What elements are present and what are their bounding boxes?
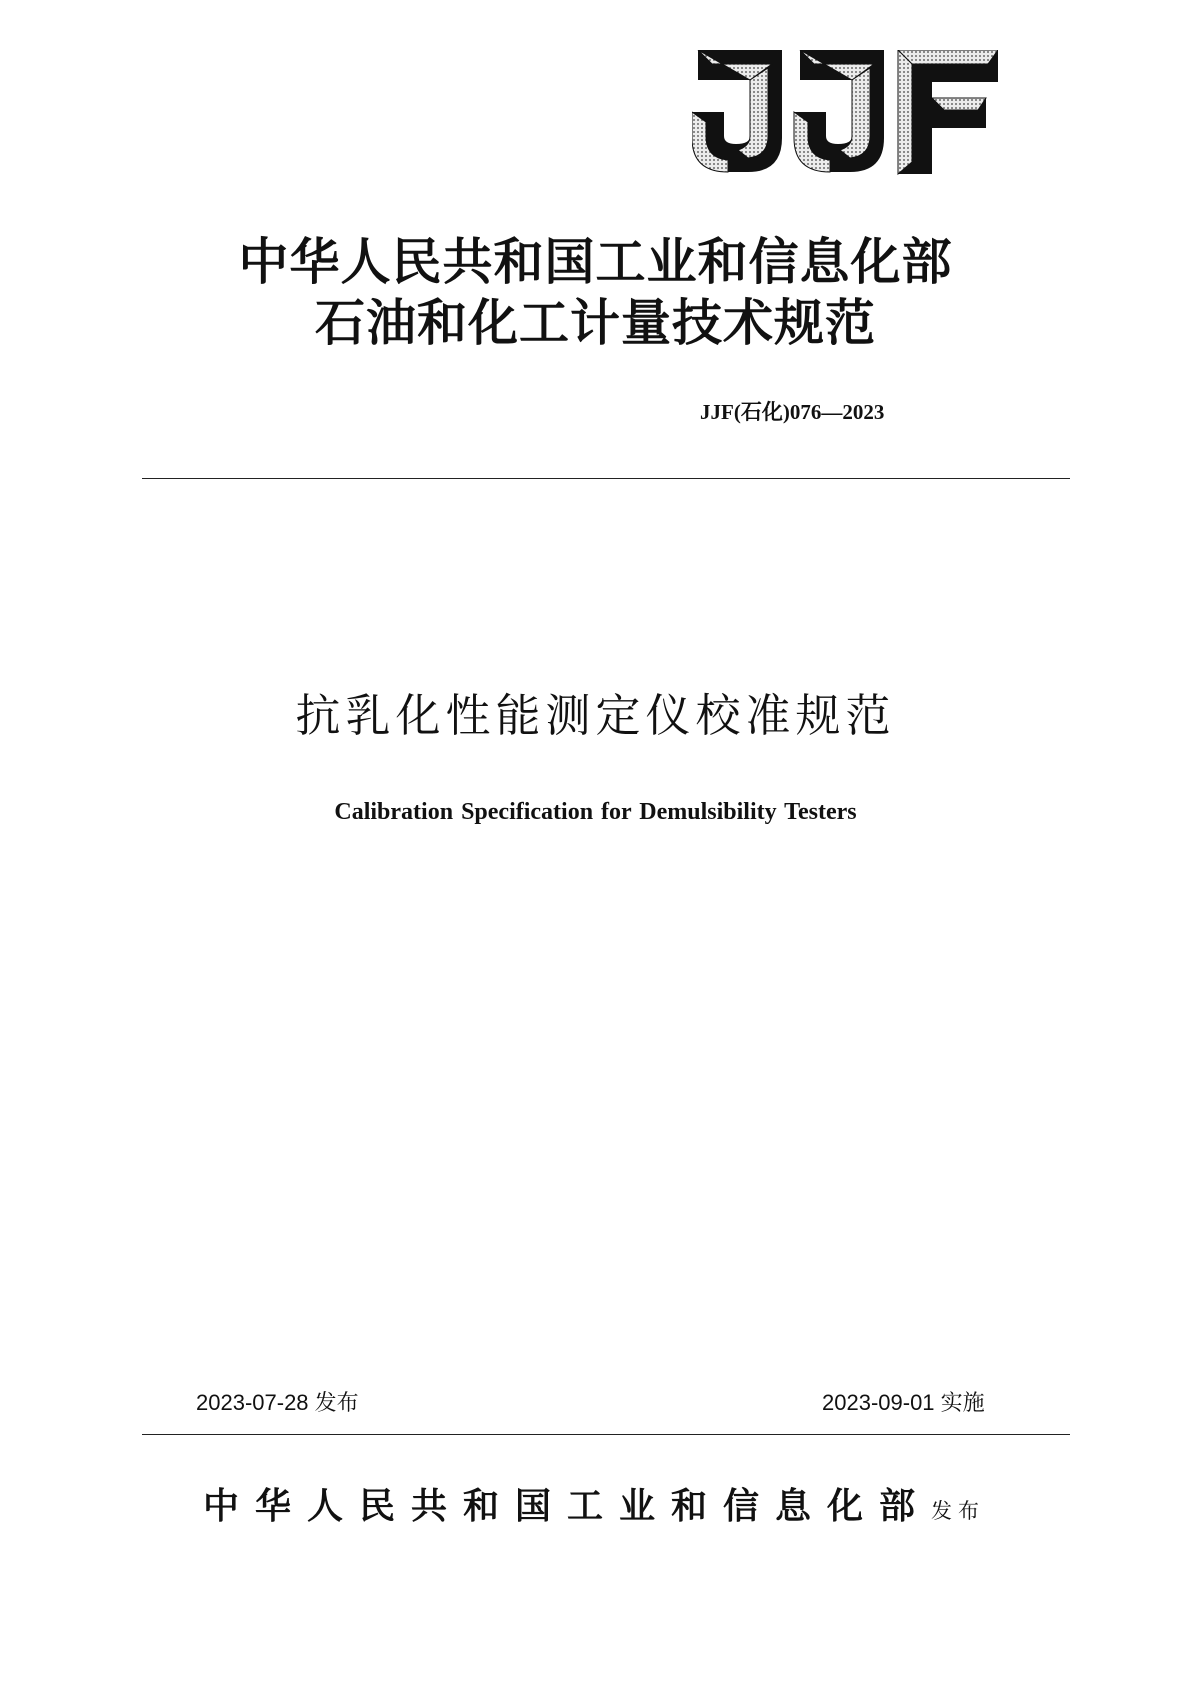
org-title-line1: 中华人民共和国工业和信息化部 xyxy=(238,232,953,291)
org-title-line2: 石油和化工计量技术规范 xyxy=(315,293,876,352)
logo-letter-f xyxy=(898,50,998,174)
logo-letter-j1 xyxy=(692,50,782,172)
logo-letter-j2 xyxy=(794,50,884,172)
issuer-name: 中华人民共和国工业和信息化部 xyxy=(203,1485,932,1527)
jjf-logo xyxy=(692,50,998,176)
document-title-english: Calibration Specification for Demulsibility Testers xyxy=(334,799,857,825)
spec-code: JJF(石化)076—2023 xyxy=(700,400,885,424)
effective-date: 2023-09-01 实施 xyxy=(822,1390,985,1415)
issue-date: 2023-07-28 发布 xyxy=(196,1390,359,1415)
bottom-divider xyxy=(142,1434,1070,1435)
issuer-suffix: 发布 xyxy=(931,1499,986,1523)
top-divider xyxy=(142,478,1070,479)
issuer-line xyxy=(203,1478,1023,1529)
document-title-chinese: 抗乳化性能测定仪校准规范 xyxy=(295,689,896,742)
